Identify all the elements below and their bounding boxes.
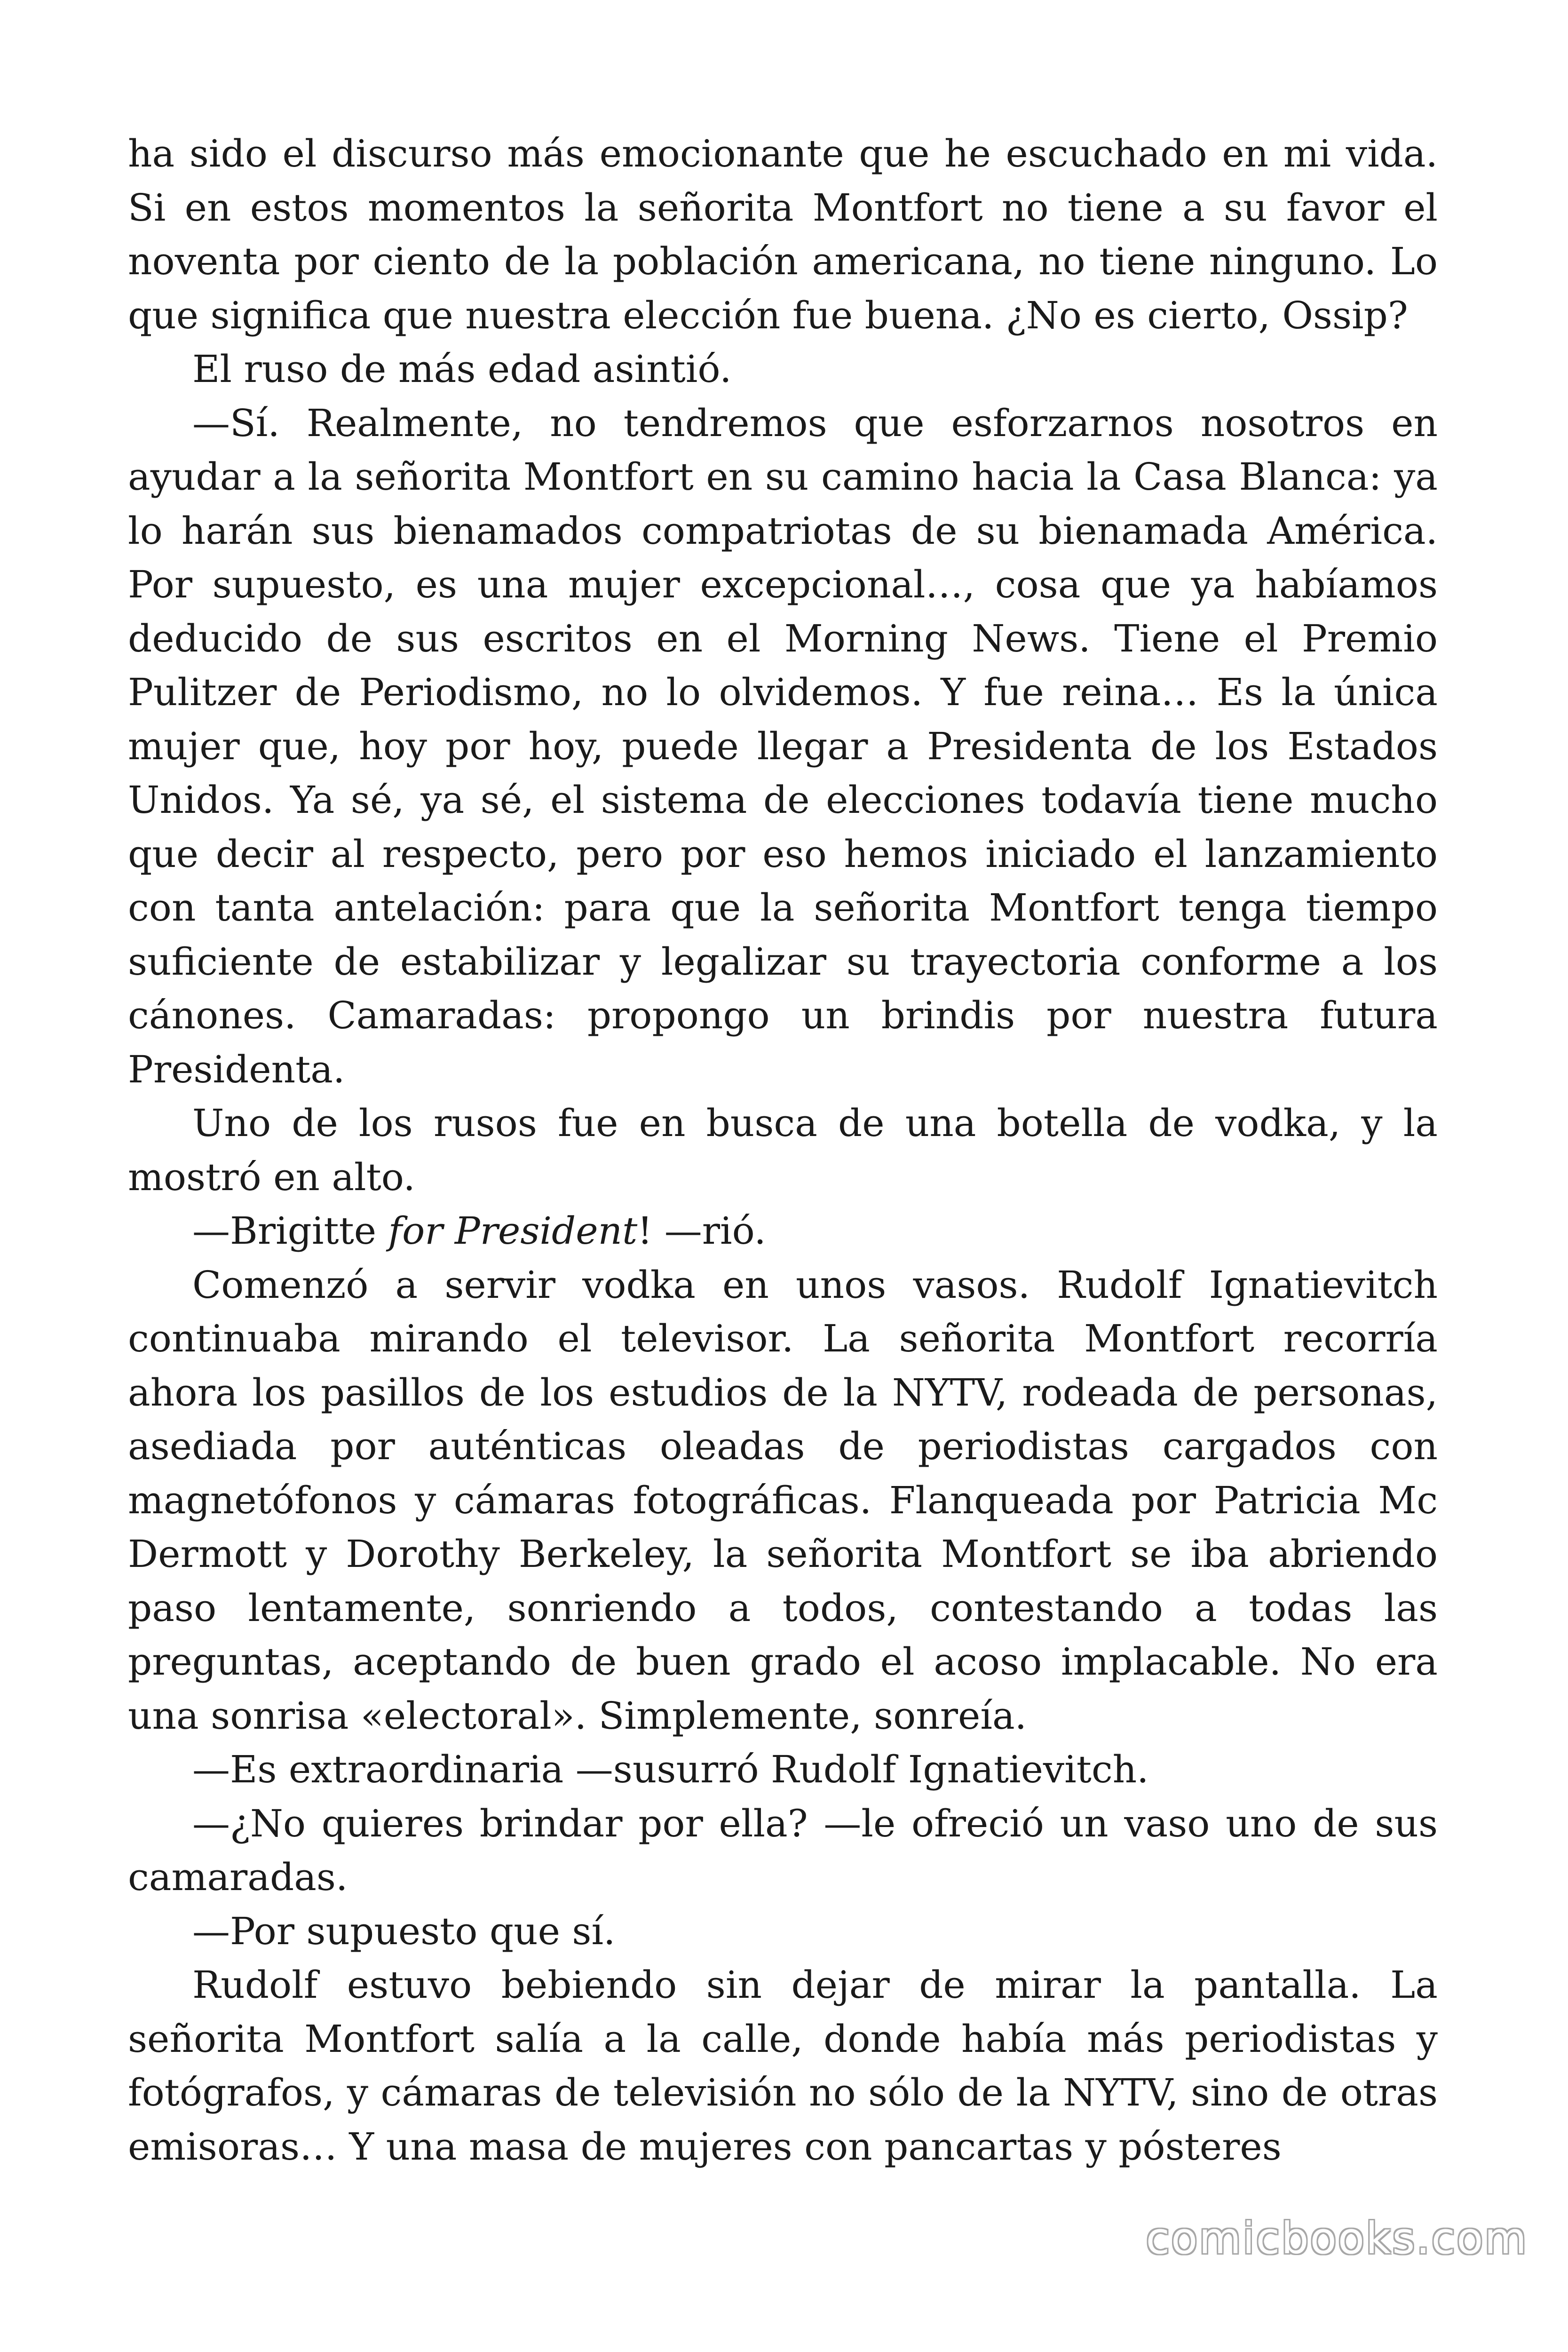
paragraph-5-end: ! —rió. [637,1209,766,1253]
paragraph-8: —¿No quieres brindar por ella? —le ofreció un vaso uno de sus camaradas. [128,1801,1438,1899]
paragraph-5-start: —Brigitte [192,1209,388,1253]
paragraph-7: —Es extraordinaria —susurró Rudolf Ignatievitch. [192,1748,1149,1791]
page-text [128,127,1438,2174]
watermark: comicbooks.com [1146,2213,1528,2264]
paragraph-10: Rudolf estuvo bebiendo sin dejar de mirar la pantalla. La señorita Montfort salía a la calle, donde había más periodistas y fotógrafos, y cámaras de televisión no sólo de la NYTV, sino de otras emisoras… Y una masa de mujeres con pancartas y pósteres [128,1963,1438,2169]
paragraph-4: Uno de los rusos fue en busca de una botella de vodka, y la mostró en alto. [128,1101,1438,1199]
paragraph-5-italic: for President [388,1209,638,1253]
paragraph-3: —Sí. Realmente, no tendremos que esforzarnos nosotros en ayudar a la señorita Montfort en su camino hacia la Casa Blanca: ya lo harán sus bienamados compatriotas de su bienamada América. Por supuesto, es una mujer excepcional…, cosa que ya habíamos deducido de sus escritos en el Morning News. Tiene el Premio Pulitzer de Periodismo, no lo olvidemos. Y fue reina… Es la única mujer que, hoy por hoy, puede llegar a Presidenta de los Estados Unidos. Ya sé, ya sé, el sistema de elecciones todavía tiene mucho que decir al respecto, pero por eso hemos iniciado el lanzamiento con tanta antelación: para que la señorita Montfort tenga tiempo suficiente de estabilizar y legalizar su trayectoria conforme a los cánones. Camaradas: propongo un brindis por nuestra futura Presidenta. [128,401,1438,1091]
paragraph-1: ha sido el discurso más emocionante que he escuchado en mi vida. Si en estos momentos la señorita Montfort no tiene a su favor el noventa por ciento de la población americana, no tiene ninguno. Lo que significa que nuestra elección fue buena. ¿No es cierto, Ossip? [128,132,1438,337]
paragraph-9: —Por supuesto que sí. [192,1909,616,1953]
paragraph-2: El ruso de más edad asintió. [192,347,732,391]
paragraph-6: Comenzó a servir vodka en unos vasos. Rudolf Ignatievitch continuaba mirando el televisor. La señorita Montfort recorría ahora los pasillos de los estudios de la NYTV, rodeada de personas, asediada por auténticas oleadas de periodistas cargados con magnetófonos y cámaras fotográficas. Flanqueada por Patricia Mc Dermott y Dorothy Berkeley, la señorita Montfort se iba abriendo paso lentamente, sonriendo a todos, contestando a todas las preguntas, aceptando de buen grado el acoso implacable. No era una sonrisa «electoral». Simplemente, sonreía. [128,1263,1438,1738]
paragraph-5 [128,1204,1438,1258]
